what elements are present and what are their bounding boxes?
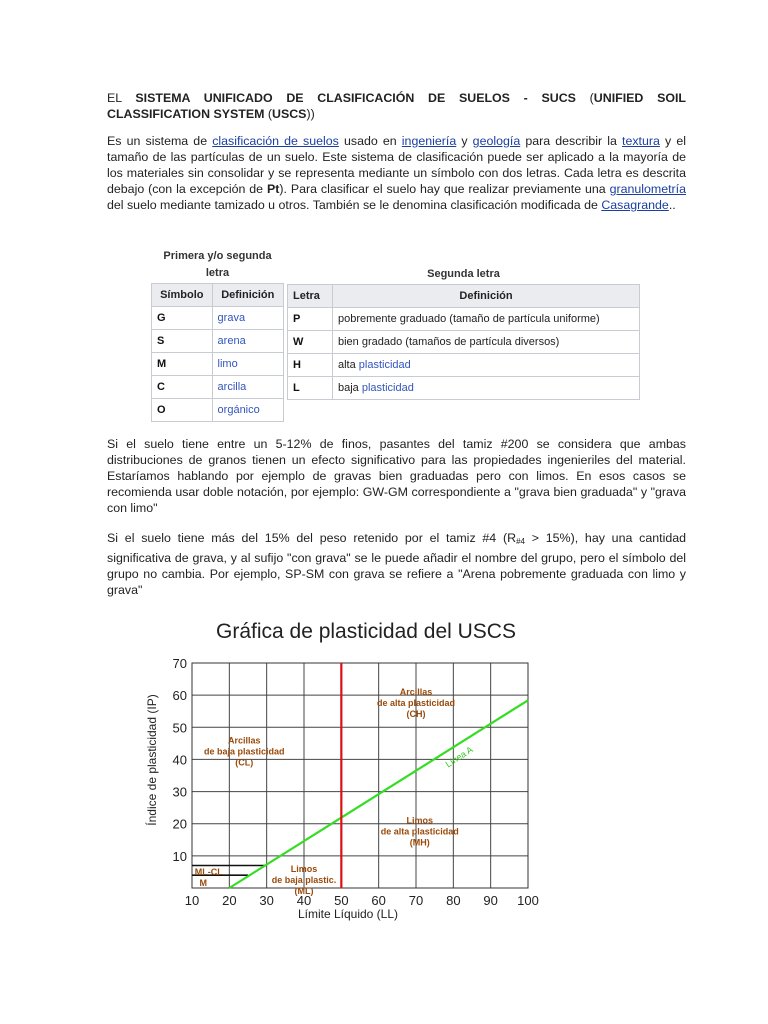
region-label: Arcillas de alta plasticidad (CH) xyxy=(376,687,456,720)
heading-title: SISTEMA UNIFICADO DE CLASIFICACIÓN DE SUELOS - SUCS xyxy=(135,91,576,105)
table-row: H alta plasticidad xyxy=(288,354,640,377)
a-line-label: Línea A xyxy=(443,744,475,770)
y-tick-label: 40 xyxy=(172,752,187,768)
table-row: W bien gradado (tamaños de partícula diversos) xyxy=(288,331,640,354)
table1-caption: Primera y/o segunda letra xyxy=(163,250,272,279)
link-granulometria[interactable]: granulometría xyxy=(609,182,687,196)
y-tick-label: 20 xyxy=(172,816,187,832)
link-textura[interactable]: textura xyxy=(622,134,660,148)
table1-header-definicion: Definición xyxy=(212,284,283,307)
paragraph-gravel: Si el suelo tiene más del 15% del peso retenido por el tamiz #4 $(R_{\#4} > 15\%)$, hay una cantidad significativa de grava, y al sufijo "con grava" se le puede añadir el nombre del grupo, pero el símbolo del grupo no cambia. Por ejemplo, SP-SM con grava se refiere a "Arena pobremente graduada con limo y grava" xyxy=(107,531,686,597)
x-tick-label: 90 xyxy=(483,893,498,908)
plot-frame xyxy=(192,663,528,888)
link-plasticidad[interactable]: plasticidad xyxy=(358,359,411,371)
table2-caption: Segunda letra xyxy=(427,268,500,280)
table-row: L baja plasticidad xyxy=(288,377,640,400)
y-tick-label: 50 xyxy=(172,720,187,736)
y-tick-label: 10 xyxy=(172,848,187,864)
region-label: Limos de alta plasticidad (MH) xyxy=(380,815,459,848)
x-tick-label: 40 xyxy=(296,893,312,908)
link-geologia[interactable]: geología xyxy=(472,134,521,148)
table1-header-simbolo: Símbolo xyxy=(152,284,213,307)
table-row: G grava xyxy=(152,307,284,330)
x-tick-label: 10 xyxy=(184,893,200,908)
y-tick-label: 60 xyxy=(172,688,187,704)
region-label: Limos de baja plastic. (ML) xyxy=(271,863,337,896)
intro-paragraph: Es un sistema de clasificación de suelos usado en ingeniería y geología para describir la textura y el tamaño de las partículas de un suelo. Este sistema de clasificación puede ser aplicado a la mayoría de los materiales sin consolidar y se representa mediante un símbolo con dos letras. Cada letra es descrita debajo (con la excepción de Pt). Para clasificar el suelo hay que realizar previamente una granulometría del suelo mediante tamizado u otros. También se le denomina clasificación modificada de Casagrande.. xyxy=(107,134,687,212)
y-tick-label: 30 xyxy=(172,784,187,800)
y-tick-label: 70 xyxy=(172,656,187,671)
zone-label: ML-CL xyxy=(194,866,223,877)
link-ingenieria[interactable]: ingeniería xyxy=(401,134,457,148)
x-tick-label: 50 xyxy=(334,893,349,908)
chart-ylabel: Índice de plasticidad (IP) xyxy=(145,694,159,826)
paragraph-fines: Si el suelo tiene entre un 5-12% de finos, pasantes del tamiz #200 se considera que ambas distribuciones de granos tienen un efecto significativo para las propiedades ingenieriles del material. Estaríamos hablando por ejemplo de gravas bien graduadas pero con limos. En esos casos se recomienda usar doble notación, por ejemplo: GW-GM correspondiente a "grava bien graduada" y "grava con limo" xyxy=(107,437,686,515)
table-first-letter xyxy=(151,283,284,422)
link-clasificacion-de-suelos[interactable]: clasificación de suelos xyxy=(212,134,339,148)
x-tick-label: 30 xyxy=(259,893,274,908)
heading: EL SISTEMA UNIFICADO DE CLASIFICACIÓN DE SUELOS - SUCS (UNIFIED SOIL CLASSIFICATION SYSTEM (USCS)) xyxy=(107,91,686,121)
table-row: M limo xyxy=(152,353,284,376)
chart-xlabel: Límite Líquido (LL) xyxy=(297,907,399,921)
table-row: P pobremente graduado (tamaño de partícula uniforme) xyxy=(288,308,640,331)
link-organico[interactable]: orgánico xyxy=(212,399,283,422)
link-plasticidad[interactable]: plasticidad xyxy=(361,382,414,394)
x-tick-label: 60 xyxy=(371,893,386,908)
region-label: Arcillas de baja plasticidad (CL) xyxy=(204,735,285,768)
table-row: O orgánico xyxy=(152,399,284,422)
zone-label: M xyxy=(199,878,207,889)
link-arena[interactable]: arena xyxy=(212,330,283,353)
table2-header-definicion: Definición xyxy=(333,285,640,308)
table-second-letter xyxy=(287,284,640,400)
x-tick-label: 70 xyxy=(408,893,424,908)
link-grava[interactable]: grava xyxy=(212,307,283,330)
link-arcilla[interactable]: arcilla xyxy=(212,376,283,399)
link-casagrande[interactable]: Casagrande xyxy=(601,198,669,212)
table2-header-letra: Letra xyxy=(288,285,333,308)
table-row: S arena xyxy=(152,330,284,353)
plasticity-chart xyxy=(0,600,768,960)
x-tick-label: 80 xyxy=(446,893,461,908)
x-tick-label: 100 xyxy=(517,893,539,908)
x-tick-label: 20 xyxy=(222,893,237,908)
table-row: C arcilla xyxy=(152,376,284,399)
chart-title: Gráfica de plasticidad del USCS xyxy=(216,620,516,643)
link-limo[interactable]: limo xyxy=(212,353,283,376)
